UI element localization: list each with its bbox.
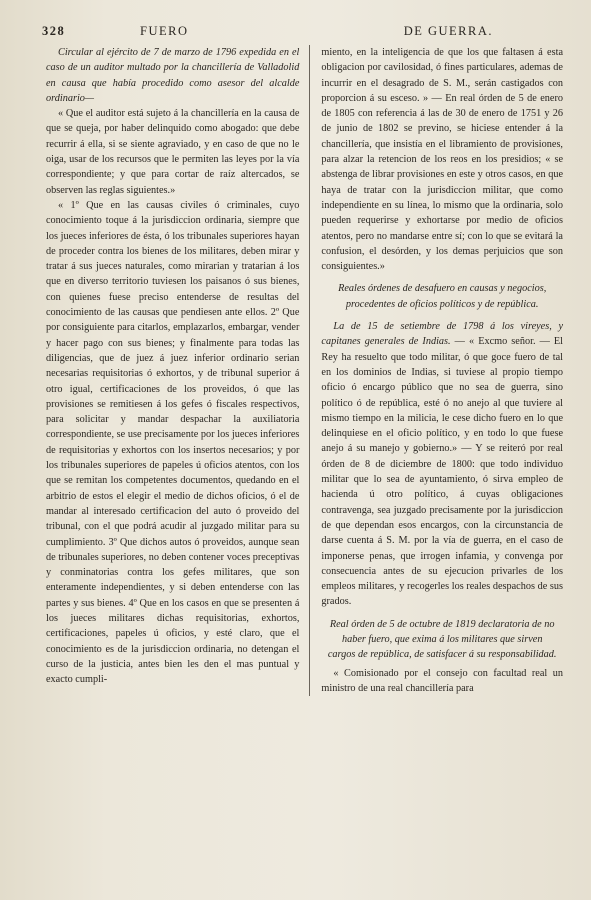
- paragraph: miento, en la inteligencia de que los que faltasen á esta obligacion por cavilosidad, ó fines particulares, ademas de incurrir en el desagrado de S. M., serán castigados con proporcion á su esceso. » — En real órden de 5 de enero de 1805 con referencia á las de 30 de enero de 1751 y 26 de junio de 1802 se previno, se hiciese entender á la chancillería, que insistía en el libramiento de provisiones, para alzar la retencion de los reos en los presidios; « se abstenga de librar provisiones en este y otros casos, en que haya de tratar con la jurisdiccion militar, que como independiente en su línea, lo mismo que la ordinaria, solo pueden requerirse y exhortarse por medio de oficios atentos, pero no mandarse entre sí; con lo que se evitará la confusion, el desórden, y los demas perjuicios que son consiguientes.»: [321, 47, 563, 273]
- section-heading-real-orden-1819: Real órden de 5 de octubre de 1819 declaratoria de no haber fuero, que exima á los militares que sirven cargos de república, de satisfacer á su responsabilidad.: [327, 618, 557, 661]
- paragraph: « Comisionado por el consejo con facultad real un ministro de una real chancillería para: [321, 667, 563, 694]
- section-heading-circular: Circular al ejército de 7 de marzo de 1796 expedida en el caso de un auditor multado por la chancillería de Valladolid en causa que había procedido como asesor del alcalde ordinario—: [46, 47, 300, 104]
- text-columns: [46, 45, 563, 696]
- running-header: [42, 24, 563, 42]
- running-title-left: FUERO: [140, 24, 189, 38]
- paragraph-lead: La de 15 de setiembre de 1798 á los vireyes, y capitanes generales de Indias.: [321, 321, 563, 348]
- paragraph-body: — « Excmo señor. — El Rey ha resuelto que todo militar, ó que goce fuero de tal en los dominios de Indias, si tuviese al propio tiempo oficio ó encargo público que no sea de guerra, sino político ó de república, esté ó no anejo al que tuviere al mismo tiempo en la milicia, le cese dicho fuero en lo que delinquiese en el oficio político, y en todo lo que fuese anejo á su manejo y gobierno.» — Y se reiteró por real órden de 8 de diciembre de 1800: que todo individuo militar que lo sea de ayuntamiento, ó sirva empleo de hacienda ú otro político, á cuyas obligaciones contravenga, sea juzgado precisamente por la jurisdiccion de que dependan esos encargos, con la circunstancia de darse cuenta á S. M. por la vía de guerra, en el caso de imponerse penas, que irrogen infamia, y convenga por consecuencia antes de su ejecucion privarles de los empleos militares, y recogerles los reales despachos de sus grados.: [321, 336, 564, 608]
- running-title-right: DE GUERRA.: [403, 24, 493, 38]
- section-heading-reales-ordenes: Reales órdenes de desafuero en causas y negocios, procedentes de oficios políticos y de república.: [338, 283, 547, 310]
- right-column: [310, 45, 563, 696]
- paragraph: « 1º Que en las causas civiles ó criminales, cuyo conocimiento toque á la jurisdiccion ordinaria, siempre que los jueces inferiores de ésta, ó los tribunales superiores hayan de proceder contra los bienes de los militares, deben mirar y tratar á sus jueces naturales, como mirarian y tratarian á los que en diverso territorio tuviesen los paisanos ó sus bienes, con quienes fuese preciso entenderse de resultas del conocimiento de las causas que pendiesen ante ellos. 2º Que por consiguiente para citarlos, emplazarlos, embargar, vender y hacer pago con sus bienes; y finalmente para todas las diligencias, que de juez á juez inferior ordinario serian necesarias requisitorias ó exhortos, y de tribunal superior á otro igual, certificaciones de los proveidos, ó que las provisiones se remitiesen á los gefes ó fiscales respectivos, para solicitar y mandar despachar la auxiliatoria correspondiente, se use precisamente por los jueces inferiores de requisitorias y exhortos con los insertos necesarios; y por los tribunales superiores de papeles ú oficios atentos, con los que se remitan los competentes documentos, quedando en el arbitrio de estos el elegir el medio de dichos oficios, ó el de mandar al interesado certificacion del auto ó proveido del tribunal, con el que podrá acudir al juzgado militar para su cumplimiento. 3º Que dichos autos ó proveidos, aunque sean de tribunales superiores, no deben contener voces preceptivas y conminatorias contra los gefes militares, que son enteramente independientes, y si deben entenderse con las partes y sus bienes. 4º Que en los casos en que se presenten á los jueces militares dichas requisitorias, exhortos, certificaciones, papeles ú oficios, y esté claro, que el conocimiento es de la jurisdiccion ordinaria, no detengan el curso de la justicia, antes bien les den el mas puntual y exacto cumpli-: [46, 199, 300, 686]
- paragraph: « Que el auditor está sujeto á la chancillería en la causa de que se queja, por haber delinquido como abogado: que debe recurrir á ella, si se siente agraviado, y en caso de que no le oiga, usar de los recursos que le permiten las leyes por la vía correspondiente; y que para cortar de raíz altercados, se observen las reglas siguientes.»: [46, 108, 300, 196]
- left-column: [46, 45, 310, 696]
- paragraph: [321, 319, 563, 610]
- page-number: 328: [42, 24, 66, 38]
